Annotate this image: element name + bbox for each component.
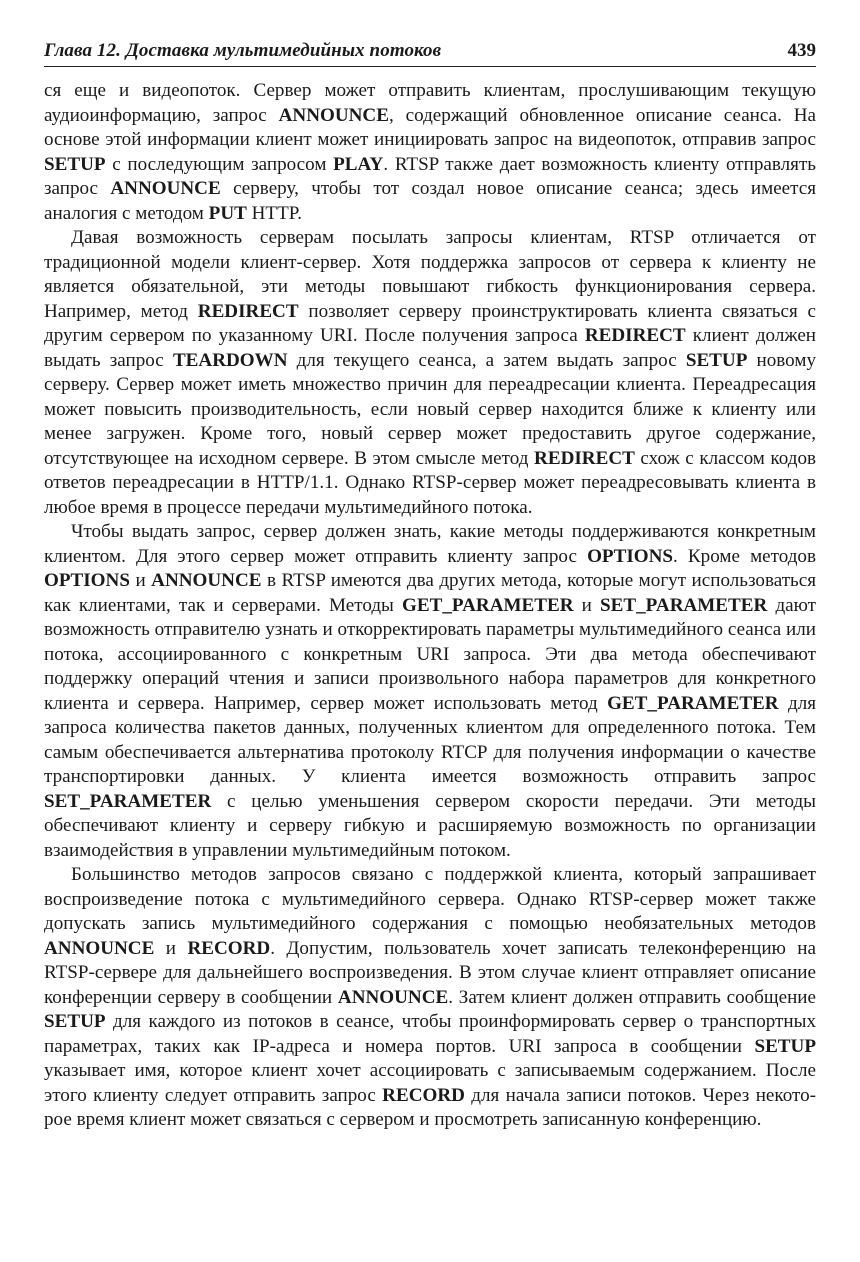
paragraph [44, 520, 816, 863]
bold-term: OPTIONS [587, 545, 674, 567]
paragraph [44, 79, 816, 226]
text-run: HTTP. [246, 202, 303, 224]
bold-term: ANNOUNCE [151, 570, 262, 591]
text-run: дают возможность отправителю узнать и откорректировать параметры мультимедийного сеанса или потока, ассоциированного с конкретным URI запроса. Эти два метода обеспечивают поддержку операций чтения и записи произвольного набора параметров для конкретного клиента и сервера. Например, сервер может использовать метод [44, 594, 817, 714]
text-run: клиент должен выдать запрос [44, 325, 817, 371]
text-run: Давая возможность серверам посылать запросы клиентам, RTSP отличается от традиционной модели клиент-сервер. Хотя поддержка запросов от сервера к клиенту не является обязательной, эти методы повышают гибкость функционирования сервера. Например, метод [44, 227, 816, 322]
text-run: для запроса количества пакетов данных, полученных клиентом для определенного потока. Тем самым обеспечивается альтернатива протоколу RTCP для получения информации о качестве транспортировки данных. У клиента имеется возможность отправить запрос [44, 692, 816, 787]
bold-term: PLAY [333, 153, 384, 175]
bold-term: ANNOUNCE [337, 986, 449, 1008]
text-run: в RTSP имеются два других метода, которые могут использоваться как клиентами, так и серверами. Методы [44, 570, 817, 616]
bold-term: OPTIONS [44, 570, 130, 591]
text-run: новому серверу. Сервер может иметь множество причин для переадресации клиента. Переадресация может повысить производительность, если новый сервер находится ближе к клиенту или менее загружен. Кроме того, новый сервер может предоставить другое содержание, отсутствующее на исходном сервере. В этом смысле метод [44, 349, 816, 469]
bold-term: ANNOUNCE [278, 104, 389, 126]
text-run: . RTSP также дает возможность клиенту отправлять запрос [44, 153, 817, 199]
bold-term: ANNOUNCE [110, 178, 221, 199]
bold-term: RECORD [187, 937, 271, 959]
page-number: 439 [787, 40, 816, 61]
bold-term: REDIRECT [534, 447, 635, 469]
text-run: для начала записи потоков. Через некоторое время клиент может связаться с сервером и просмотреть записанную конференцию. [44, 1084, 816, 1130]
text-run: . Затем клиент должен отправить сообщение [448, 986, 816, 1008]
chapter-title: Глава 12. Доставка мультимедийных потоков [44, 40, 442, 61]
text-run: и [129, 570, 152, 591]
text-run: Чтобы выдать запрос, сервер должен знать, какие методы поддерживаются конкретным клиентом. Для этого сервер может отправить клиенту запрос [44, 521, 816, 567]
bold-term: TEARDOWN [172, 349, 288, 371]
text-run: Большинство методов запросов связано с поддержкой клиента, который запрашивает воспроизведение потока с мультимедийного сервера. Однако RTSP-сервер может также допускать запись мультимедийного содержания с помощью необязательных методов [44, 864, 816, 934]
bold-term: ANNOUNCE [44, 937, 155, 959]
bold-term: REDIRECT [584, 325, 686, 346]
bold-term: SETUP [754, 1035, 816, 1057]
text-run: схож с классом кодов ответов переадресации в HTTP/1.1. Однако RTSP-сервер может переадресовывать клиента в любое время в процессе передачи мультимедийного потока. [44, 447, 817, 518]
text-run: и [154, 937, 188, 959]
text-run: указывает имя, которое клиент хочет ассоциировать с записываемым содержанием. После этого клиенту следует отправить запрос [44, 1060, 816, 1106]
bold-term: SETUP [685, 349, 748, 371]
bold-term: REDIRECT [197, 300, 299, 322]
text-run: с целью уменьшения сервером скорости передачи. Эти методы обеспечивают клиенту и серверу гибкую и расширяемую возможность по организации взаимодействия в управлении мультимедийным потоком. [44, 790, 816, 861]
body-text [44, 79, 816, 1133]
text-run: серверу, чтобы тот создал новое описание сеанса; здесь имеется аналогия с методом [44, 178, 816, 224]
paragraph [44, 863, 816, 1133]
bold-term: RECORD [382, 1084, 465, 1106]
text-run: . Кроме методов [673, 545, 816, 567]
text-run: для текущего сеанса, а затем выдать запрос [287, 349, 686, 371]
text-run: с последующим запросом [105, 153, 334, 175]
text-run: позволяет серверу проинструктировать клиента связаться с другим сервером по указанному URI. После получения запроса [44, 300, 816, 346]
bold-term: GET_PARAMETER [607, 692, 779, 714]
bold-term: SETUP [44, 153, 106, 175]
text-run: , содержащий обновленное описание сеанса. На основе этой информации клиент может инициировать запрос на видеопоток, отправив запрос [44, 104, 816, 150]
text-run: . Допустим, пользователь хочет записать телеконференцию на RTSP-сервере для дальнейшего воспроизведения. В этом случае клиент отправляет описание конференции серверу в сообщении [44, 937, 816, 1008]
running-head [44, 40, 816, 67]
text-run: ся еще и видеопоток. Сервер может отправить клиентам, прослушивающим текущую аудиоинформацию, запрос [44, 80, 816, 126]
bold-term: SET_PARAMETER [600, 594, 768, 616]
bold-term: PUT [208, 202, 247, 224]
text-run: для каждого из потоков в сеансе, чтобы проинформировать сервер о транспортных параметрах, таких как IP-адреса и номера портов. URI запроса в сообщении [44, 1011, 816, 1057]
bold-term: SETUP [44, 1011, 106, 1032]
paragraph [44, 226, 816, 520]
bold-term: GET_PARAMETER [402, 594, 574, 616]
bold-term: SET_PARAMETER [44, 790, 212, 812]
text-run: и [573, 594, 601, 616]
